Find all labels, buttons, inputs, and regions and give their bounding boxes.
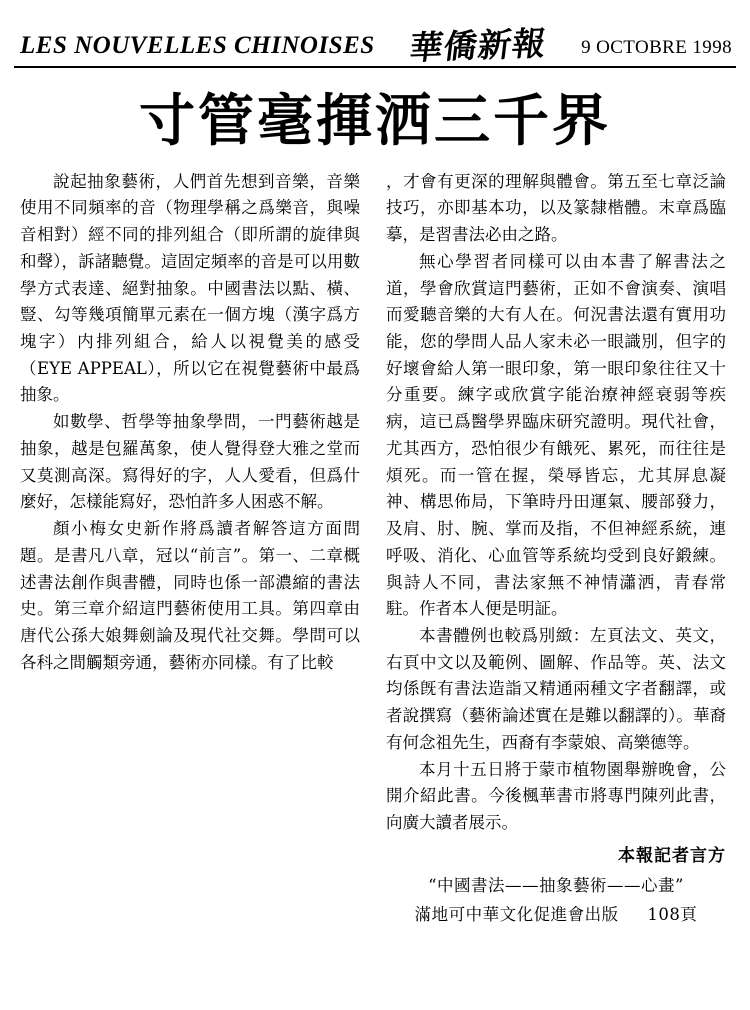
- paragraph: 顏小梅女史新作將爲讀者解答這方面問題。是書凡八章，冠以“前言”。第一、二章概述書法創作與書體，同時也係一部濃縮的書法史。第三章介紹這門藝術使用工具。第四章由唐代公孫大娘舞劍論及現代社交舞。學問可以各科之間觸類旁通，藝術亦同樣。有了比較: [20, 519, 360, 672]
- masthead-title-chinese: 華僑新報: [407, 23, 549, 68]
- masthead-divider: [14, 66, 736, 68]
- book-title: “中國書法——抽象藝術——心畫”: [428, 876, 684, 896]
- masthead: [14, 18, 736, 68]
- article-body: [14, 169, 736, 929]
- publisher-line: [386, 902, 726, 929]
- article-headline: 寸管毫揮洒三千界: [139, 88, 611, 154]
- paragraph: 本月十五日將于蒙市植物園舉辦晚會，公開介紹此書。今後楓華書市將專門陳列此書，向廣大讀者展示。: [386, 759, 726, 832]
- column-left: [20, 169, 360, 677]
- paragraph: 說起抽象藝術，人們首先想到音樂，音樂使用不同頻率的音（物理學稱之爲樂音，與噪音相對）經不同的排列組合（即所謂的旋律與和聲），訴諸聽覺。這固定頻率的音是可以用數學方式表達、絕對抽象。中國書法以點、橫、豎、勾等幾項簡單元素在一個方塊（漢字爲方塊字）内排列組合，給人以視覺美的感受（EYE APPEAL），所以它在視覺藝術中最爲抽象。: [20, 171, 360, 405]
- paragraph: 本書體例也較爲別緻：左頁法文、英文，右頁中文以及範例、圖解、作品等。英、法文均係旣有書法造詣又精通兩種文字者翻譯，或者說撰寫（藝術論述實在是難以翻譯的）。華裔有何念祖先生，西裔有李蒙娘、高樂德等。: [386, 625, 726, 752]
- masthead-title-latin: LES NOUVELLES CHINOISES: [20, 32, 375, 59]
- article-byline: 本報記者言方: [618, 845, 726, 866]
- masthead-date: 9 OCTOBRE 1998: [581, 37, 732, 58]
- page-count: 108頁: [647, 904, 698, 924]
- paragraph: ，才會有更深的理解與體會。第五至七章泛論技巧，亦即基本功，以及篆隸楷體。末章爲臨摹，是習書法必由之路。: [386, 171, 726, 245]
- publisher-name: 滿地可中華文化促進會出版: [414, 904, 619, 924]
- paragraph: 如數學、哲學等抽象學問，一門藝術越是抽象，越是包羅萬象，使人覺得登大雅之堂而又莫測高深。寫得好的字，人人愛看，但爲什麼好，怎樣能寫好，恐怕許多人困惑不解。: [20, 412, 360, 512]
- column-right: [386, 169, 726, 929]
- paragraph: 無心學習者同樣可以由本書了解書法之道，學會欣賞這門藝術，正如不會演奏、演唱而愛聽音樂的大有人在。何況書法還有實用功能，您的學問人品人家未必一眼識別，但字的好壞會給人第一眼印象，第一眼印象往往又十分重要。練字或欣賞字能治療神經衰弱等疾病，這已爲醫學界臨床研究證明。現代社會，尤其西方，恐怕很少有餓死、累死，而往往是煩死。而一管在握，榮辱皆忘，尤其屏息凝神、構思佈局，下筆時丹田運氣、腰部發力，及肩、肘、腕、掌而及指，不但神經系統，連呼吸、消化、心血管等系統均受到良好鍛練。與詩人不同，書法家無不神情瀟洒，青春常駐。作者本人便是明証。: [386, 251, 726, 619]
